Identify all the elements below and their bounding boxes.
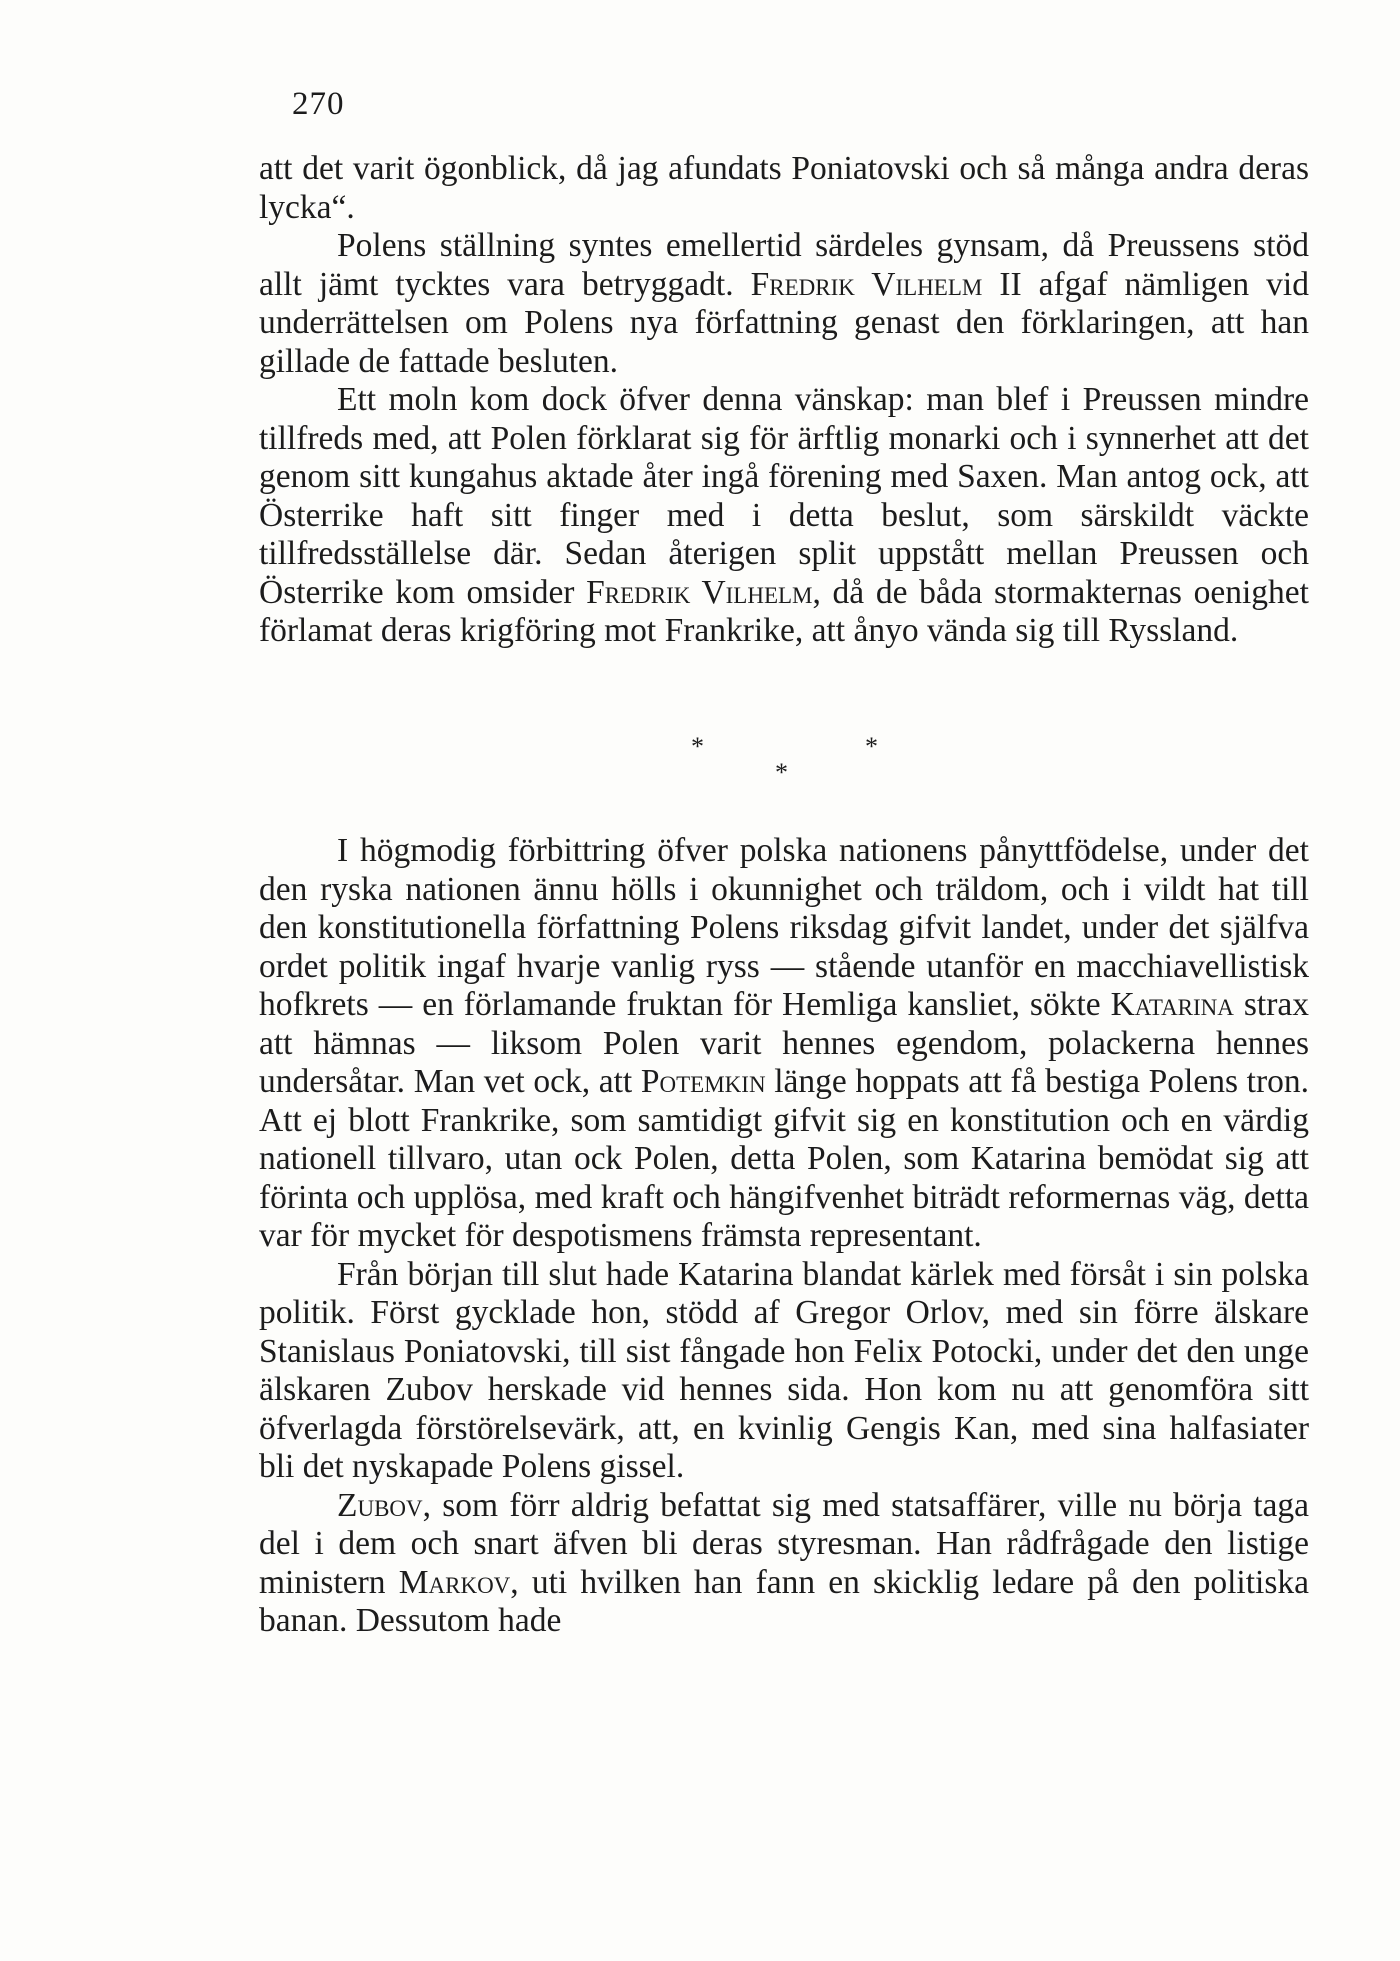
page-number: 270 [292,86,345,122]
paragraph-zubov [259,1487,1309,1641]
paragraph-text: Ett moln kom dock öfver denna vänskap: man blef i Preussen mindre tillfreds med, att Polen förklarat sig för ärftlig monarki och i synnerhet att det genom sitt kungahus aktade åter ingå förening med Saxen. Man antog ock, att Österrike haft sitt finger med i detta beslut, som särskildt väckte tillfredsställelse där. Sedan återigen split uppstått mellan Preussen och Österrike kom omsider [259,381,1309,611]
paragraph-text: I högmodig förbittring öfver polska nationens pånyttfödelse, under det den ryska nationen ännu hölls i okunnighet och träldom, och i vildt hat till den konstitutionella författning Polens riksdag gifvit landet, under det själfva ordet politik ingaf hvarje vanlig ryss — stående utanför en macchiavellistisk hofkrets — en förlamande fruktan för Hemliga kansliet, sökte [259,832,1309,1023]
asterism-star: * [775,758,788,787]
paragraph-text: , som förr aldrig befattat sig med statsaffärer, ville nu börja taga del i dem och snart äfven bli deras styresman. Han rådfrågade den listige ministern [259,1486,1309,1601]
section-break-asterism [0,730,1400,790]
paragraph-prussia-support [259,227,1309,381]
paragraph-cloud-over-friendship [259,381,1309,651]
name-fredrik-vilhelm: Fredrik Vilhelm [586,573,813,611]
paragraph-text: II afgaf nämligen vid underrättelsen om Polens nya författning genast den förklaringen, att han gillade de fattade besluten. [259,265,1309,380]
paragraph-text: länge hoppats att få bestiga Polens tron. Att ej blott Frankrike, som samtidigt gifvit sig en konstitution och en värdig nationell tillvaro, utan ock Polen, detta Polen, som Katarina bemödat sig att förinta och upplösa, med kraft och hängifvenhet biträdt reformernas väg, detta var för mycket för despotismens främsta representant. [259,1063,1309,1254]
text-section-top [259,150,1309,651]
text-section-bottom [259,832,1309,1641]
paragraph-polish-politics [259,1256,1309,1487]
paragraph-text: , då de båda stormakternas oenighet förlamat deras krigföring mot Frankrike, att ånyo vända sig till Ryssland. [259,573,1309,649]
name-potemkin: Potemkin [640,1063,766,1100]
paragraph-continuation [259,150,1309,227]
paragraph-text: att det varit ögonblick, då jag afundats Poniatovski och så många andra deras lycka“. [259,150,1309,226]
name-fredrik-vilhelm: Fredrik Vilhelm [750,265,983,303]
paragraph-text: Polens ställning syntes emellertid särdeles gynsam, då Preussens stöd allt jämt tycktes vara betryggadt. [259,227,1309,303]
paragraph-katarina-revenge [259,832,1309,1256]
name-zubov: Zubov [337,1486,423,1524]
name-katarina: Katarina [1110,986,1234,1023]
asterism-star: * [865,732,878,761]
paragraph-text: strax att hämnas — liksom Polen varit hennes egendom, polackerna hennes undersåtar. Man vet ock, att [259,986,1309,1100]
asterism-star: * [691,732,704,761]
name-markov: Markov [398,1563,511,1601]
paragraph-text: Från början till slut hade Katarina blandat kärlek med försåt i sin polska politik. Först gycklade hon, stödd af Gregor Orlov, med sin förre älskare Stanislaus Poniatovski, till sist fångade hon Felix Potocki, under det den unge älskaren Zubov herskade vid hennes sida. Hon kom nu att genomföra sitt öfverlagda förstörelsevärk, att, en kvinlig Gengis Kan, med sina halfasiater bli det nyskapade Polens gissel. [259,1255,1309,1485]
paragraph-text: , uti hvilken han fann en skicklig ledare på den politiska banan. Dessutom hade [259,1563,1309,1639]
